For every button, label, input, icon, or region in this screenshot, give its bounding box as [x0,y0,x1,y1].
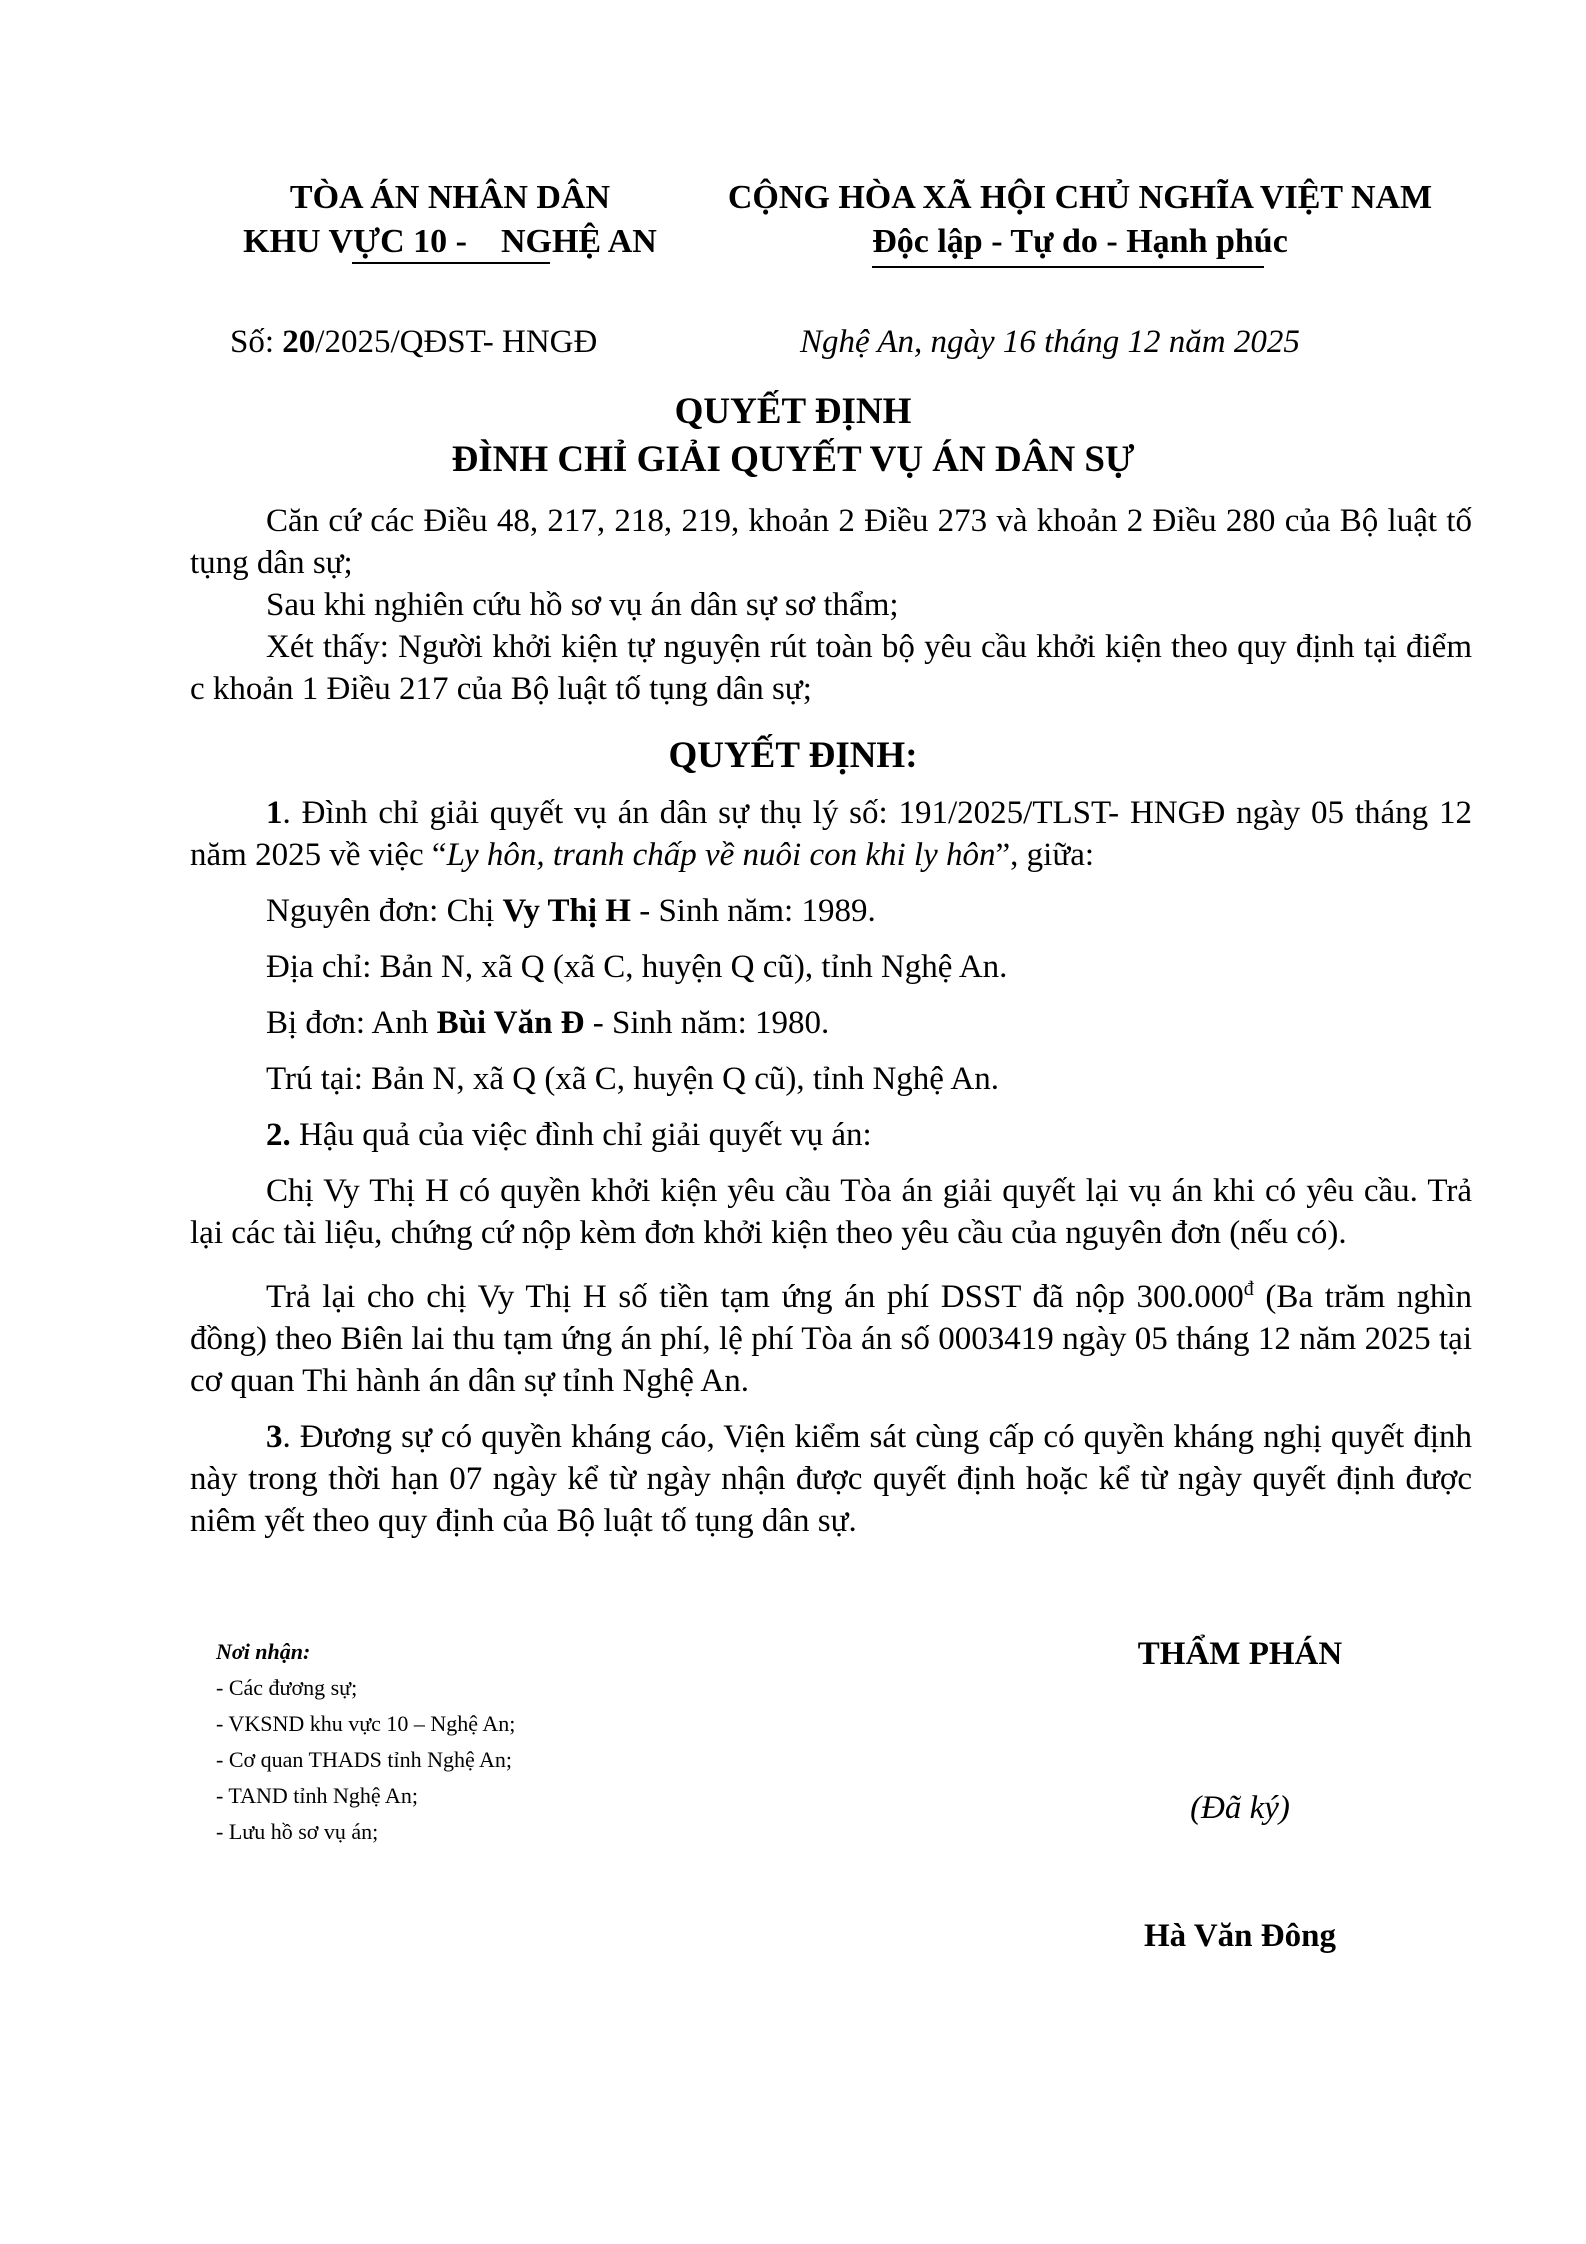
item-3: 3. Đương sự có quyền kháng cáo, Viện kiểm sát cùng cấp có quyền kháng nghị quyết định này trong thời hạn 07 ngày kể từ ngày nhận được quyết định hoặc kể từ ngày quyết định được niêm yết theo quy định của Bộ luật tố tụng dân sự. [190,1419,1472,1539]
court-header [200,176,700,264]
judge-title: THẨM PHÁN [1137,1636,1343,1672]
court-name: TÒA ÁN NHÂN DÂN [289,179,611,216]
court-underline [352,262,550,264]
place-date: Nghệ An, ngày 16 tháng 12 năm 2025 [800,324,1300,360]
signed-note: (Đã ký) [1190,1790,1290,1826]
defendant: Bị đơn: Anh Bùi Văn Đ - Sinh năm: 1980. [266,1005,830,1041]
recipient-item: - Lưu hồ sơ vụ án; [216,1819,379,1844]
item-2-refund: Trả lại cho chị Vy Thị H số tiền tạm ứng án phí DSST đã nộp $300.000^đ$ (Ba trăm nghìn đồng) theo Biên lai thu tạm ứng án phí, lệ phí Tòa án số 0003419 ngày 05 tháng 12 năm 2025 tại cơ quan Thi hành án dân sự tỉnh Nghệ An. [190,1278,1472,1399]
recipient-item: - Các đương sự; [216,1675,358,1700]
recipient-item: - TAND tỉnh Nghệ An; [216,1783,418,1808]
defendant-address: Trú tại: Bản N, xã Q (xã C, huyện Q cũ), tỉnh Nghệ An. [266,1061,999,1097]
item-2: 2. Hậu quả của việc đình chỉ giải quyết vụ án: [266,1117,872,1153]
motto-underline [872,266,1264,268]
recipients-heading: Nơi nhận: [216,1639,311,1664]
plaintiff-name: Vy Thị H [502,893,631,929]
national-header [690,176,1470,264]
preamble [190,500,1472,710]
recipient-item: - Cơ quan THADS tỉnh Nghệ An; [216,1747,513,1772]
case-subject: Ly hôn, tranh chấp về nuôi con khi ly hôn [446,837,996,873]
decision-number-value: 20 [282,324,316,360]
plaintiff-address: Địa chỉ: Bản N, xã Q (xã C, huyện Q cũ), tỉnh Nghệ An. [266,949,1008,985]
title-line1: QUYẾT ĐỊNH [674,391,912,432]
decision-body [190,792,1472,1542]
decision-number: Số: 20/2025/QĐST- HNGĐ [230,324,598,360]
item-2-rights: Chị Vy Thị H có quyền khởi kiện yêu cầu Tòa án giải quyết lại vụ án khi có yêu cầu. Trả lại các tài liệu, chứng cứ nộp kèm đơn khởi kiện theo yêu cầu của nguyên đơn (nếu có). [190,1173,1472,1251]
defendant-name: Bùi Văn Đ [436,1005,585,1041]
nation-motto: Độc lập - Tự do - Hạnh phúc [872,223,1288,260]
judge-name: Hà Văn Đông [1144,1918,1336,1954]
preamble-study: Sau khi nghiên cứu hồ sơ vụ án dân sự sơ thẩm; [266,587,899,623]
recipients-list [216,1634,515,1850]
plaintiff: Nguyên đơn: Chị Vy Thị H - Sinh năm: 1989. [266,893,876,929]
preamble-finding: Xét thấy: Người khởi kiện tự nguyện rút toàn bộ yêu cầu khởi kiện theo quy định tại điểm c khoản 1 Điều 217 của Bộ luật tố tụng dân sự; [190,629,1472,707]
nation-name: CỘNG HÒA XÃ HỘI CHỦ NGHĨA VIỆT NAM [727,179,1433,216]
court-region: KHU VỰC 10 - NGHỆ AN [243,223,657,260]
title-line2: ĐÌNH CHỈ GIẢI QUYẾT VỤ ÁN DÂN SỰ [451,439,1135,480]
decision-heading: QUYẾT ĐỊNH: [668,735,918,776]
preamble-basis: Căn cứ các Điều 48, 217, 218, 219, khoản 2 Điều 273 và khoản 2 Điều 280 của Bộ luật tố tụng dân sự; [190,503,1472,581]
document-title [0,388,1586,484]
item-1: 1. Đình chỉ giải quyết vụ án dân sự thụ lý số: 191/2025/TLST- HNGĐ ngày 05 tháng 12 năm 2025 về việc “Ly hôn, tranh chấp về nuôi con khi ly hôn”, giữa: [190,795,1472,873]
recipient-item: - VKSND khu vực 10 – Nghệ An; [216,1711,516,1736]
